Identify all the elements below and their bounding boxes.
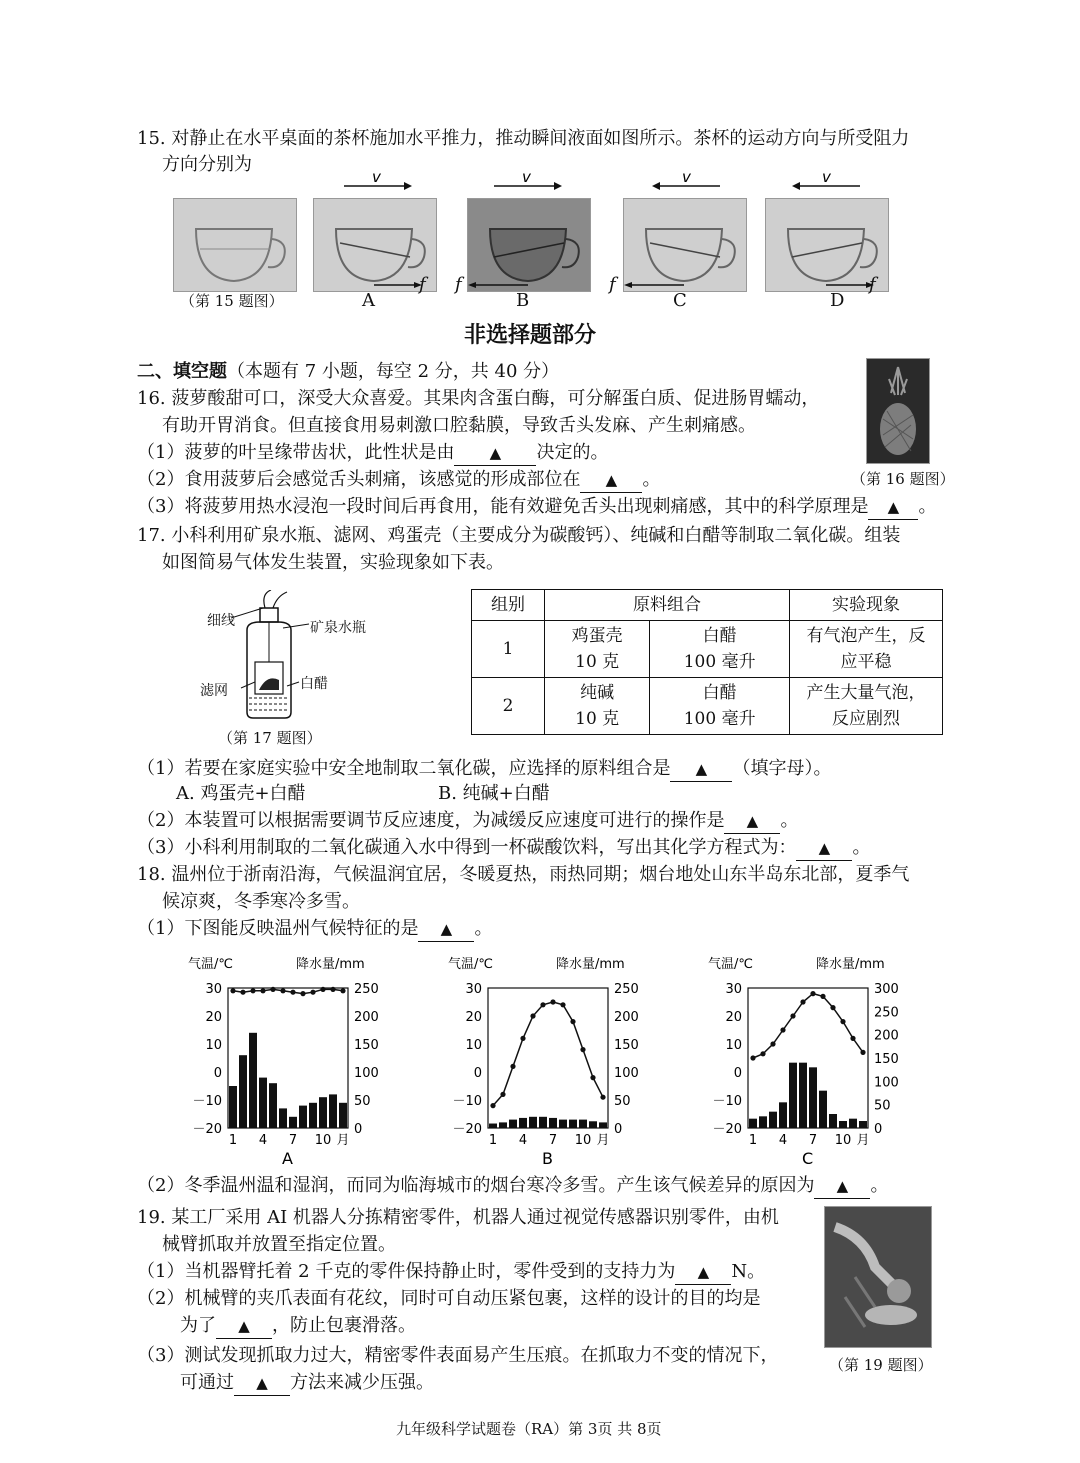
y-tick-label: －20 (452, 1122, 482, 1137)
q18-part1-text: （1）下图能反映温州气候特征的是 (137, 918, 419, 939)
q16-part2 (137, 468, 660, 493)
cell-text: 10 克 (575, 709, 620, 729)
q16-part3-suffix: 。 (918, 496, 937, 517)
robot-arm-photo (824, 1206, 932, 1348)
y2-axis-label: 降水量/mm (816, 957, 885, 972)
y-tick-label: －10 (192, 1094, 222, 1109)
q19-part1 (137, 1260, 765, 1285)
precipitation-bar (559, 1120, 567, 1128)
precipitation-bar (819, 1091, 827, 1128)
x-tick-label: 4 (778, 1133, 788, 1148)
blank-mark: ▲ (605, 471, 618, 489)
q17-part3-suffix: 。 (852, 837, 871, 858)
q19-part2-line2 (180, 1314, 416, 1339)
x-tick-label: 10 (314, 1133, 332, 1148)
y2-tick-label: 0 (354, 1122, 363, 1137)
answer-blank[interactable] (216, 1314, 272, 1339)
chart-option-label: B (542, 1149, 553, 1168)
precipitation-bar (839, 1121, 847, 1128)
q19-stem-line1: 19. 某工厂采用 AI 机器人分拣精密零件，机器人通过视觉传感器识别零件，由机 (137, 1207, 779, 1228)
table-cell (790, 678, 943, 735)
answer-blank[interactable] (670, 757, 732, 782)
x-tick-label: 10 (834, 1133, 852, 1148)
precipitation-bar (849, 1119, 857, 1128)
q16-part1 (137, 441, 608, 466)
blank-mark: ▲ (887, 498, 900, 516)
q16-part1-suffix: 决定的。 (536, 442, 609, 463)
q16-part3 (137, 495, 936, 520)
temperature-point (840, 1019, 845, 1024)
temperature-point (290, 990, 295, 995)
y-axis-label: 气温/℃ (448, 957, 493, 972)
x-tick-label: 4 (518, 1133, 528, 1148)
q19-part1-suffix: N。 (731, 1261, 766, 1282)
blank-mark: ▲ (818, 839, 831, 857)
q18-part1 (137, 917, 492, 942)
precipitation-bar (229, 1086, 237, 1128)
y2-tick-label: 250 (354, 982, 379, 997)
option-label-b: B (516, 290, 530, 311)
temperature-point (240, 990, 245, 995)
teacup-icon (314, 199, 436, 291)
y2-tick-label: 0 (874, 1122, 883, 1137)
y-tick-label: 20 (205, 1010, 222, 1025)
svg-text:v: v (522, 170, 531, 186)
table-header-cell: 原料组合 (545, 590, 790, 621)
teacup-photo-b (467, 198, 591, 292)
temperature-point (790, 1013, 795, 1018)
precipitation-bar (339, 1103, 347, 1128)
velocity-arrow-b (492, 170, 562, 194)
temperature-line (493, 1002, 603, 1106)
temperature-point (280, 988, 285, 993)
q18-stem-line2: 候凉爽，冬季寒冷多雪。 (162, 891, 360, 912)
q19-part2-line1: （2）机械臂的夹爪表面有花纹，同时可自动压紧包裹，这样的设计的目的均是 (137, 1288, 761, 1309)
table-cell (650, 678, 790, 735)
climate-chart-c (700, 950, 920, 1170)
q19-part3-line2 (180, 1371, 434, 1396)
option-label-d: D (830, 290, 845, 311)
fig17-label-vinegar: 白醋 (300, 676, 328, 692)
y-tick-label: －20 (712, 1122, 742, 1137)
cell-text: 100 毫升 (683, 652, 756, 672)
y2-axis-label: 降水量/mm (556, 957, 625, 972)
cell-text: 纯碱 (580, 683, 615, 703)
teacup-photo-c (623, 198, 747, 292)
precipitation-bar (269, 1083, 277, 1128)
plot-frame (488, 988, 608, 1128)
answer-blank[interactable] (675, 1260, 731, 1285)
page-footer: 九年级科学试题卷（RA）第 3页 共 8页 (396, 1420, 662, 1438)
y2-tick-label: 200 (874, 1028, 899, 1044)
y-tick-label: 30 (725, 982, 742, 997)
blank-mark: ▲ (256, 1374, 268, 1392)
x-tick-label: 7 (288, 1133, 298, 1148)
temperature-point (580, 1047, 585, 1052)
friction-label-d: f (869, 274, 876, 295)
y-tick-label: 10 (725, 1038, 742, 1053)
temperature-point (860, 1050, 865, 1055)
x-tick-label: 4 (258, 1133, 268, 1148)
y-tick-label: 30 (205, 982, 222, 997)
y2-tick-label: 50 (614, 1094, 631, 1109)
q18-part2 (137, 1174, 888, 1199)
precipitation-bar (599, 1122, 607, 1128)
teacup-icon (468, 199, 590, 291)
y-tick-label: －10 (452, 1094, 482, 1109)
temperature-point (750, 1055, 755, 1060)
teacup-icon (174, 199, 296, 291)
precipitation-bar (239, 1055, 247, 1128)
precipitation-bar (539, 1117, 547, 1128)
y-axis-label: 气温/℃ (188, 957, 233, 972)
cell-text: 产生大量气泡， (806, 683, 926, 703)
temperature-point (820, 994, 825, 999)
q18-part2-suffix: 。 (870, 1175, 889, 1196)
answer-blank[interactable] (418, 917, 474, 942)
svg-text:v: v (682, 170, 691, 186)
q17-stem-line2: 如图简易气体发生装置，实验现象如下表。 (162, 552, 504, 573)
temperature-point (310, 990, 315, 995)
y2-tick-label: 300 (874, 982, 899, 997)
temperature-point (830, 1005, 835, 1010)
cell-text: 有气泡产生，反 (806, 626, 926, 646)
q19-part2-text: 为了 (180, 1315, 216, 1336)
temperature-line (233, 989, 343, 993)
cell-text: 反应剧烈 (832, 709, 900, 729)
blank-mark: ▲ (440, 920, 453, 938)
chart-option-label: C (802, 1149, 814, 1168)
cell-text: 100 毫升 (683, 709, 756, 729)
precipitation-bar (759, 1116, 767, 1128)
temperature-point (850, 1036, 855, 1041)
y2-tick-label: 100 (354, 1066, 379, 1081)
precipitation-bar (259, 1078, 267, 1128)
y-tick-label: 0 (473, 1066, 482, 1081)
robot-arm-icon (825, 1207, 931, 1347)
y2-tick-label: 150 (354, 1038, 379, 1053)
y2-tick-label: 150 (614, 1038, 639, 1053)
precipitation-bar (489, 1124, 497, 1128)
x-tick-label: 1 (748, 1133, 758, 1148)
table-cell (545, 621, 650, 678)
temperature-point (800, 999, 805, 1004)
precipitation-bar (829, 1114, 837, 1128)
q16-part3-text: （3）将菠萝用热水浸泡一段时间后再食用，能有效避免舌头出现刺痛感，其中的科学原理是 (137, 496, 869, 517)
pineapple-icon (867, 359, 929, 463)
blank-mark: ▲ (238, 1317, 250, 1335)
pineapple-photo (866, 358, 930, 464)
q19-part2-suffix: ，防止包裹滑落。 (272, 1315, 416, 1336)
temperature-point (510, 1064, 515, 1069)
temperature-point (340, 988, 345, 993)
y-tick-label: 0 (213, 1066, 222, 1081)
y-axis-label: 气温/℃ (708, 957, 753, 972)
x-tick-label: 月 (856, 1133, 870, 1148)
q17-part2 (137, 809, 798, 834)
x-tick-label: 月 (596, 1133, 610, 1148)
cell-text: 白醋 (702, 683, 737, 703)
x-tick-label: 1 (228, 1133, 238, 1148)
precipitation-bar (569, 1120, 577, 1128)
cell-text: 鸡蛋壳 (571, 626, 623, 646)
answer-blank[interactable] (796, 836, 852, 861)
y2-tick-label: 150 (874, 1052, 899, 1067)
precipitation-bar (309, 1103, 317, 1128)
precipitation-bar (249, 1033, 257, 1128)
blank-mark: ▲ (746, 812, 759, 830)
table-cell-group: 1 (472, 621, 545, 678)
temperature-point (270, 987, 275, 992)
y2-tick-label: 50 (874, 1098, 891, 1114)
q17-part1-suffix: （填字母）。 (732, 758, 832, 779)
table-header-cell: 实验现象 (790, 590, 943, 621)
temperature-point (590, 1075, 595, 1080)
blank-mark: ▲ (697, 1263, 710, 1281)
x-tick-label: 月 (336, 1133, 350, 1148)
plot-frame (748, 988, 868, 1128)
q16-part2-text: （2）食用菠萝后会感觉舌头刺痛，该感觉的形成部位在 (137, 469, 581, 490)
table-row (472, 621, 943, 678)
q16-figure-caption: （第 16 题图） (851, 470, 955, 488)
temperature-point (530, 1013, 535, 1018)
cell-text: 10 克 (575, 652, 620, 672)
precipitation-bar (809, 1067, 817, 1128)
temperature-point (550, 999, 555, 1004)
y2-tick-label: 100 (614, 1066, 639, 1081)
y-tick-label: 10 (465, 1038, 482, 1053)
q15-figure-caption: （第 15 题图） (180, 292, 284, 310)
precipitation-bar (519, 1118, 527, 1128)
precipitation-bar (799, 1063, 807, 1128)
precipitation-bar (529, 1117, 537, 1128)
x-tick-label: 1 (488, 1133, 498, 1148)
temperature-point (490, 1103, 495, 1108)
temperature-point (320, 987, 325, 992)
temperature-point (250, 988, 255, 993)
y2-tick-label: 200 (354, 1010, 379, 1025)
temperature-point (300, 991, 305, 996)
blank-mark: ▲ (836, 1177, 849, 1195)
blank-mark: ▲ (695, 760, 708, 778)
section-title: 非选择题部分 (464, 323, 597, 348)
precipitation-bar (589, 1121, 597, 1128)
y-tick-label: 20 (725, 1010, 742, 1025)
velocity-arrow-d (792, 170, 862, 194)
temperature-point (780, 1027, 785, 1032)
q17-part1-text: （1）若要在家庭实验中安全地制取二氧化碳，应选择的原料组合是 (137, 758, 671, 779)
q17-part3 (137, 836, 870, 861)
teacup-icon (624, 199, 746, 291)
section2-note: （本题有 7 小题，每空 2 分，共 40 分） (227, 361, 560, 382)
section2-heading-text: 二、填空题 (137, 361, 227, 382)
q17-part3-text: （3）小科利用制取的二氧化碳通入水中得到一杯碳酸饮料，写出其化学方程式为： (137, 837, 797, 858)
table-header-cell: 组别 (472, 590, 545, 621)
q16-stem-line1: 16. 菠萝酸甜可口，深受大众喜爱。其果肉含蛋白酶，可分解蛋白质、促进肠胃蠕动， (137, 388, 820, 409)
q18-part2-text: （2）冬季温州温和湿润，而同为临海城市的烟台寒冷多雪。产生该气候差异的原因为 (137, 1175, 815, 1196)
q19-part1-text: （1）当机器臂托着 2 千克的零件保持静止时，零件受到的支持力为 (137, 1261, 676, 1282)
x-tick-label: 7 (548, 1133, 558, 1148)
table-header-row (472, 590, 943, 621)
fig17-label-filter: 滤网 (200, 683, 228, 699)
svg-text:v: v (822, 170, 831, 186)
y-tick-label: －10 (712, 1094, 742, 1109)
q18-part1-suffix: 。 (474, 918, 493, 939)
x-tick-label: 10 (574, 1133, 592, 1148)
q19-part3-text: 可通过 (180, 1372, 234, 1393)
temperature-point (570, 1019, 575, 1024)
precipitation-bar (749, 1119, 757, 1128)
y2-axis-label: 降水量/mm (296, 957, 365, 972)
friction-label-c: f (609, 274, 616, 295)
q15-stem-line2: 方向分别为 (162, 154, 252, 175)
y2-tick-label: 50 (354, 1094, 371, 1109)
blank-mark: ▲ (489, 444, 502, 462)
climate-chart-b (440, 950, 660, 1170)
y2-tick-label: 0 (614, 1122, 623, 1137)
precipitation-bar (769, 1112, 777, 1128)
precipitation-bar (549, 1118, 557, 1128)
cell-text: 应平稳 (840, 652, 892, 672)
cell-text: 白醋 (702, 626, 737, 646)
q17-part1 (137, 757, 831, 782)
precipitation-bar (279, 1108, 287, 1128)
y-tick-label: 0 (733, 1066, 742, 1081)
precipitation-bar (329, 1094, 337, 1128)
precipitation-bar (509, 1120, 517, 1128)
answer-blank[interactable] (868, 495, 918, 520)
y2-tick-label: 250 (614, 982, 639, 997)
temperature-point (560, 1002, 565, 1007)
answer-blank[interactable] (814, 1174, 870, 1199)
q15-stem-line1: 15. 对静止在水平桌面的茶杯施加水平推力，推动瞬间液面如图所示。茶杯的运动方向与所受阻力 (137, 128, 910, 149)
y-tick-label: 10 (205, 1038, 222, 1053)
precipitation-bar (859, 1121, 867, 1128)
q19-figure-caption: （第 19 题图） (829, 1356, 933, 1374)
velocity-arrow-c (652, 170, 722, 194)
friction-label-b: f (455, 274, 462, 295)
answer-blank[interactable] (580, 468, 642, 493)
precipitation-bar (319, 1097, 327, 1128)
temperature-point (500, 1092, 505, 1097)
temperature-point (770, 1041, 775, 1046)
temperature-line (753, 994, 863, 1058)
table-row (472, 678, 943, 735)
table-cell (650, 621, 790, 678)
precipitation-bar (299, 1106, 307, 1128)
q16-stem-line2: 有助开胃消食。但直接食用易刺激口腔黏膜，导致舌头发麻、产生刺痛感。 (162, 415, 756, 436)
temperature-point (230, 988, 235, 993)
answer-blank[interactable] (724, 809, 780, 834)
table-cell (790, 621, 943, 678)
q17-part2-suffix: 。 (780, 810, 799, 831)
y2-tick-label: 100 (874, 1075, 899, 1091)
teacup-photo-reference (173, 198, 297, 292)
x-tick-label: 7 (808, 1133, 818, 1148)
q16-part2-suffix: 。 (642, 469, 661, 490)
precipitation-bar (789, 1063, 797, 1128)
precipitation-bar (579, 1120, 587, 1128)
answer-blank[interactable] (234, 1371, 290, 1396)
q17-part2-text: （2）本装置可以根据需要调节反应速度，为减缓反应速度可进行的操作是 (137, 810, 725, 831)
y2-tick-label: 200 (614, 1010, 639, 1025)
q18-stem-line1: 18. 温州位于浙南沿海，气候温润宜居，冬暖夏热，雨热同期；烟台地处山东半岛东北部，夏季气 (137, 864, 910, 885)
q19-stem-line2: 械臂抓取并放置至指定位置。 (162, 1234, 396, 1255)
table-cell (545, 678, 650, 735)
option-label-c: C (673, 290, 687, 311)
q17-stem-line1: 17. 小科利用矿泉水瓶、滤网、鸡蛋壳（主要成分为碳酸钙）、纯碱和白醋等制取二氧化碳。组装 (137, 525, 901, 546)
svg-text:v: v (372, 170, 381, 186)
fig17-label-bottle: 矿泉水瓶 (310, 620, 366, 636)
precipitation-bar (289, 1117, 297, 1128)
precipitation-bar (779, 1102, 787, 1128)
temperature-point (330, 987, 335, 992)
y-tick-label: －20 (192, 1122, 222, 1137)
option-label-a: A (362, 290, 375, 311)
answer-blank[interactable] (454, 441, 536, 466)
q17-figure-caption: （第 17 题图） (218, 729, 322, 747)
temperature-point (520, 1036, 525, 1041)
climate-chart-a (180, 950, 400, 1170)
temperature-point (600, 1095, 605, 1100)
fig17-label-thread: 细线 (207, 613, 235, 629)
chart-option-label: A (282, 1149, 293, 1168)
q19-part3-suffix: 方法来减少压强。 (290, 1372, 434, 1393)
q17-results-table (471, 589, 943, 735)
q19-part3-line1: （3）测试发现抓取力过大，精密零件表面易产生压痕。在抓取力不变的情况下， (137, 1345, 779, 1366)
temperature-point (260, 988, 265, 993)
q17-option-a: A. 鸡蛋壳+白醋 (176, 783, 306, 804)
q17-option-b: B. 纯碱+白醋 (438, 783, 550, 804)
precipitation-bar (499, 1122, 507, 1128)
y-tick-label: 30 (465, 982, 482, 997)
friction-label-a: f (419, 274, 426, 295)
temperature-point (760, 1051, 765, 1056)
y-tick-label: 20 (465, 1010, 482, 1025)
section2-heading (137, 360, 559, 384)
temperature-point (810, 991, 815, 996)
q16-part1-text: （1）菠萝的叶呈缘带齿状，此性状是由 (137, 442, 455, 463)
temperature-point (540, 1002, 545, 1007)
table-cell-group: 2 (472, 678, 545, 735)
velocity-arrow-a (342, 170, 402, 194)
y2-tick-label: 250 (874, 1005, 899, 1021)
